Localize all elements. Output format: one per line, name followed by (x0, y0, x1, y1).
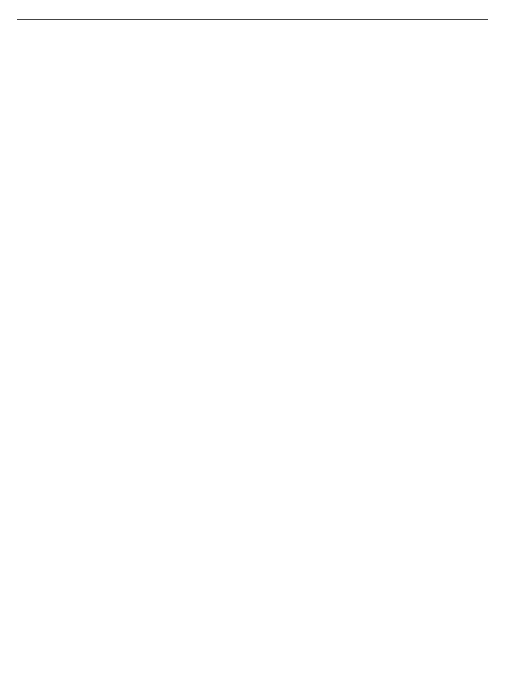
header-rule (17, 19, 488, 20)
figure-1-boxplot (17, 24, 489, 182)
